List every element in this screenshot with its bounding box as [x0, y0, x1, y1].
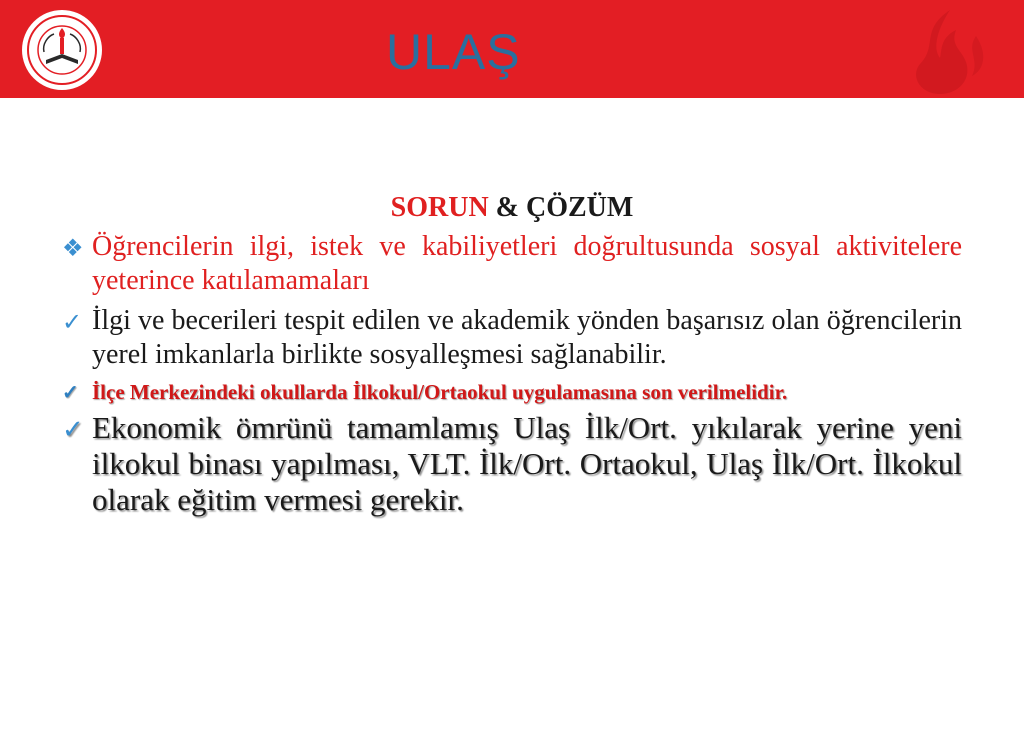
diamond-bullet-icon: ❖	[62, 236, 84, 262]
list-item	[62, 304, 962, 372]
slide-title: ULAŞ	[386, 24, 521, 80]
heading-solution: & ÇÖZÜM	[495, 192, 634, 223]
list-item	[62, 230, 962, 298]
list-item-text: Öğrencilerin ilgi, istek ve kabiliyetleri doğrultusunda sosyal aktivitelere yeterince katılamamaları	[92, 231, 962, 296]
ministry-logo	[14, 8, 110, 92]
header-bar	[0, 0, 1024, 98]
list-item-text: İlgi ve becerileri tespit edilen ve akademik yönden başarısız olan öğrencilerin yerel imkanlarla birlikte sosyalleşmesi sağlanabilir.	[92, 305, 962, 370]
list-item-text: Ekonomik ömrünü tamamlamış Ulaş İlk/Ort. yıkılarak yerine yeni ilkokul binası yapılması, VLT. İlk/Ort. Ortaokul, Ulaş İlk/Ort. İlkokul olarak eğitim vermesi gerekir.	[92, 410, 962, 517]
list-item-text: İlçe Merkezindeki okullarda İlkokul/Ortaokul uygulamasına son verilmelidir.	[92, 380, 788, 404]
slide-content	[62, 190, 962, 518]
checkmark-icon: ✓	[62, 310, 83, 336]
section-heading	[62, 190, 962, 226]
flame-icon	[880, 6, 1000, 96]
checkmark-icon: ✓	[62, 382, 79, 404]
list-item	[62, 410, 962, 518]
list-item	[62, 378, 962, 406]
heading-problem: SORUN	[390, 192, 489, 223]
checkmark-icon: ✓	[62, 415, 84, 444]
